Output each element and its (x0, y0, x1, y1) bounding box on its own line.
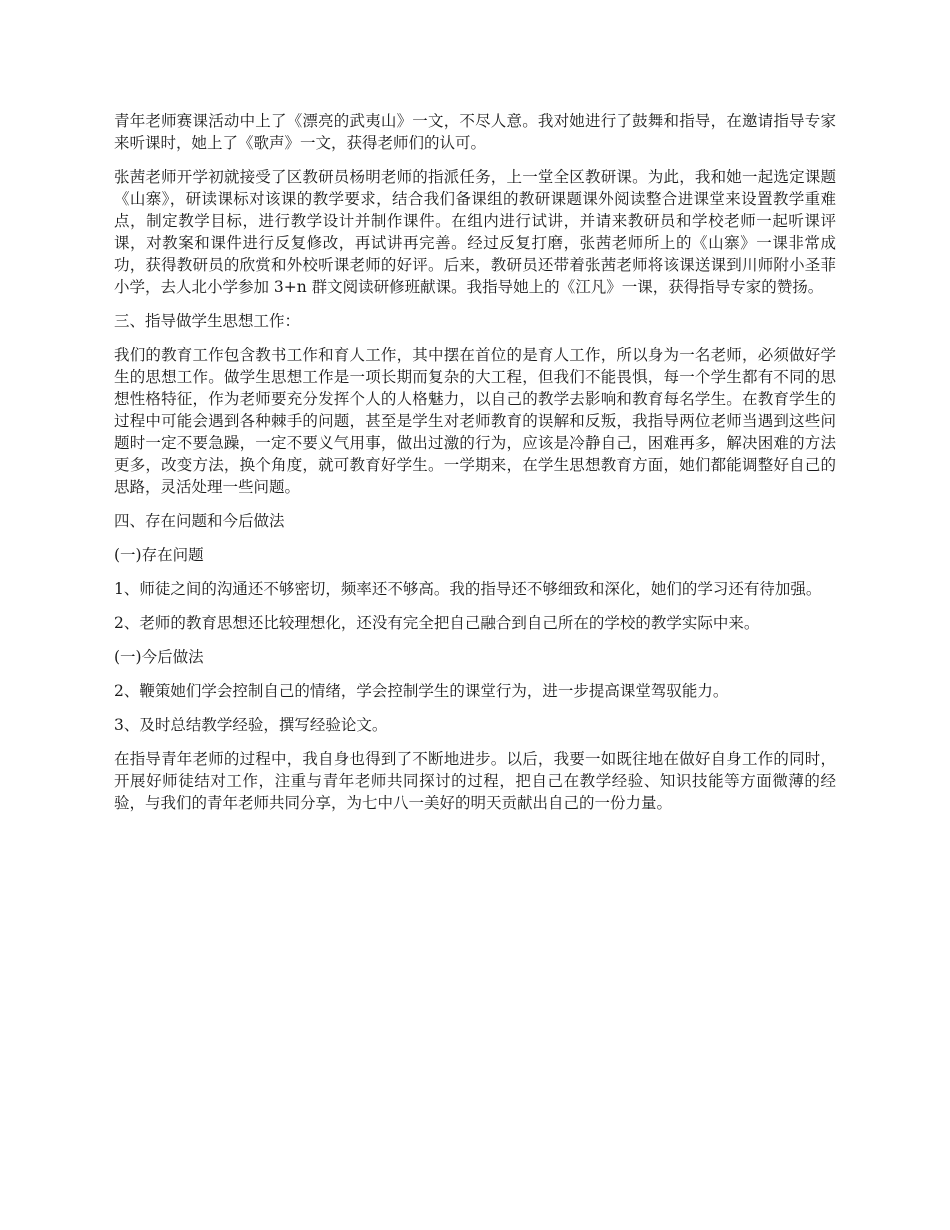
list-item-future-2: 2、鞭策她们学会控制自己的情绪，学会控制学生的课堂行为，进一步提高课堂驾驭能力。 (114, 682, 729, 700)
subheading-problems: (一)存在问题 (114, 546, 204, 564)
paragraph-4: 我们的教育工作包含教书工作和育人工作，其中摆在首位的是育人工作，所以身为一名老师，必须做好学生的思想工作。做学生思想工作是一项长期而复杂的大工程，但我们不能畏惧，每一个学生都有不同的思想性格特征，作为老师要充分发挥个人的人格魅力，以自己的教学去影响和教育每名学生。在教育学生的过程中可能会遇到各种棘手的问题，甚至是学生对老师教育的误解和反叛，我指导两位老师当遇到这些问题时一定不要急躁，一定不要义气用事，做出过激的行为，应该是冷静自己，困难再多，解决困难的方法更多，改变方法，换个角度，就可教育好学生。一学期来，在学生思想教育方面，她们都能调整好自己的思路，灵活处理一些问题。 (114, 346, 836, 496)
section-heading-3: 三、指导做学生思想工作： (114, 312, 301, 330)
document-body (114, 110, 836, 826)
list-item-future-3: 3、及时总结教学经验，撰写经验论文。 (114, 716, 388, 734)
paragraph-2: 张茜老师开学初就接受了区教研员杨明老师的指派任务，上一堂全区教研课。为此，我和她一起选定课题《山寨》，研读课标对该课的教学要求，结合我们备课组的教研课题课外阅读整合进课堂来设置教学重难点，制定教学目标，进行教学设计并制作课件。在组内进行试讲，并请来教研员和学校老师一起听课评课，对教案和课件进行反复修改，再试讲再完善。经过反复打磨，张茜老师所上的《山寨》一课非常成功，获得教研员的欣赏和外校听课老师的好评。后来，教研员还带着张茜老师将该课送课到川师附小圣菲小学，去人北小学参加 3+n 群文阅读研修班献课。我指导她上的《江凡》一课，获得指导专家的赞扬。 (114, 168, 836, 296)
subheading-future: (一)今后做法 (114, 648, 204, 666)
list-item-problem-1: 1、师徒之间的沟通还不够密切，频率还不够高。我的指导还不够细致和深化，她们的学习还有待加强。 (114, 580, 822, 598)
section-heading-4: 四、存在问题和今后做法 (114, 512, 285, 530)
paragraph-conclusion: 在指导青年老师的过程中，我自身也得到了不断地进步。以后，我要一如既往地在做好自身工作的同时，开展好师徒结对工作，注重与青年老师共同探讨的过程，把自己在教学经验、知识技能等方面微薄的经验，与我们的青年老师共同分享，为七中八一美好的明天贡献出自己的一份力量。 (114, 750, 836, 812)
paragraph-1: 青年老师赛课活动中上了《漂亮的武夷山》一文，不尽人意。我对她进行了鼓舞和指导，在邀请指导专家来听课时，她上了《歌声》一文，获得老师们的认可。 (114, 112, 836, 152)
list-item-problem-2: 2、老师的教育思想还比较理想化，还没有完全把自己融合到自己所在的学校的教学实际中来。 (114, 614, 760, 632)
